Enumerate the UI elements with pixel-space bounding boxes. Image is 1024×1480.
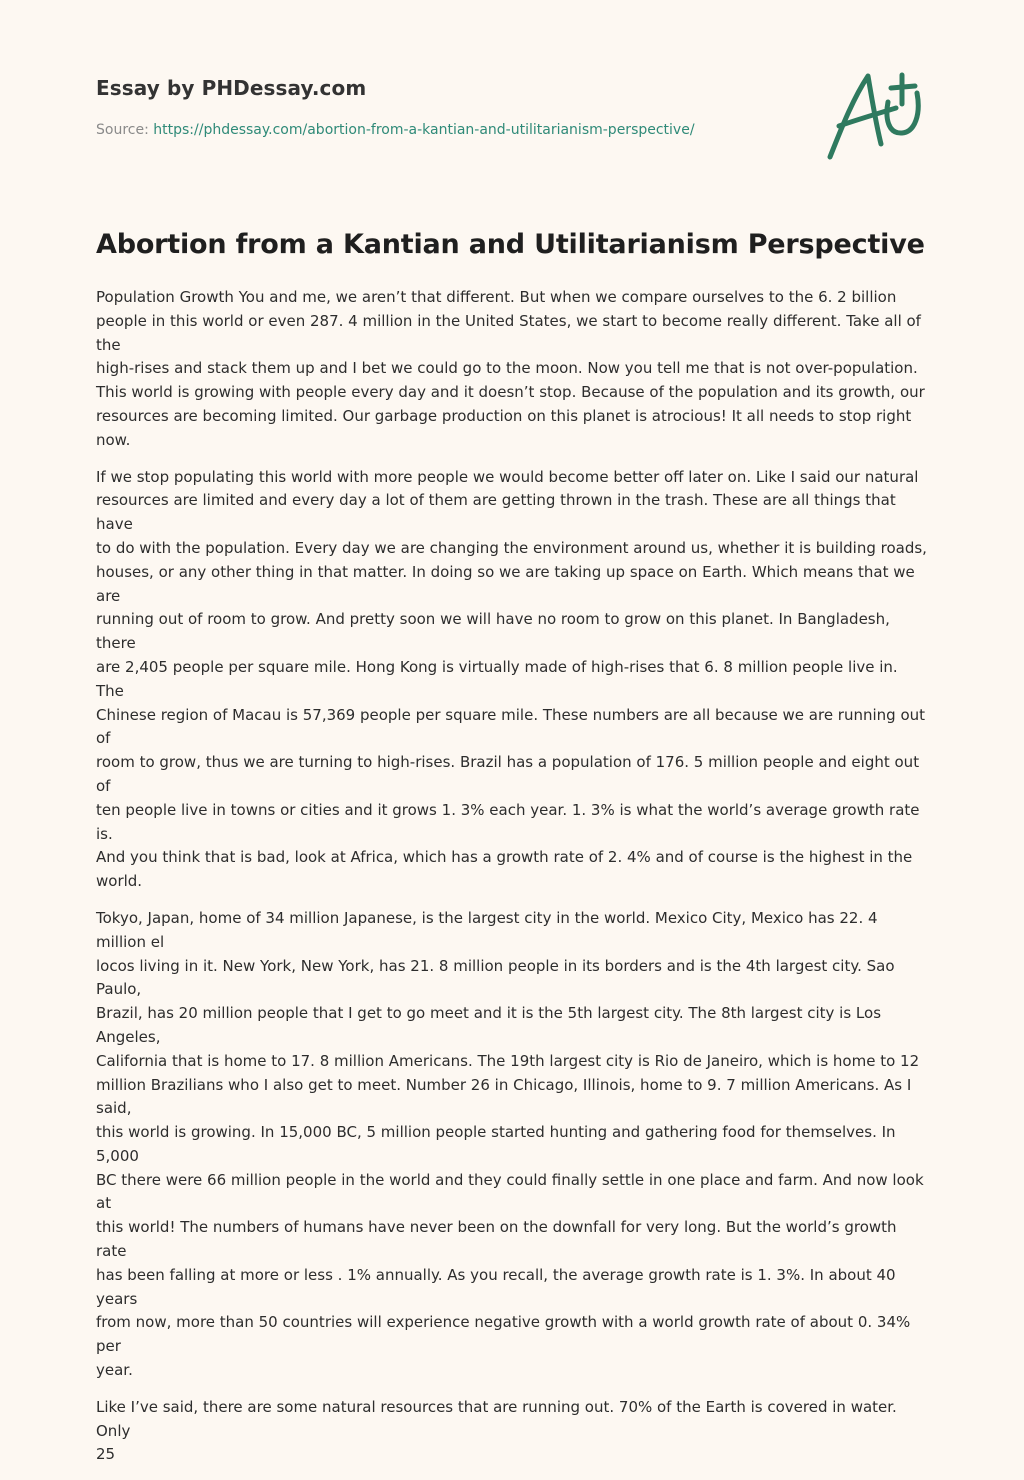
essay-paragraph: If we stop populating this world with more people we would become better off later on. Like I said our natural resources are limited and every day a lot of them are getting thrown in the trash. These are all things that have to do with the population. Every day we are changing the environment around us, whether it is building roads, houses, or any other thing in that matter. In doing so we are taking up space on Earth. Which means that we are running out of room to grow. And pretty soon we will have no room to grow on this planet. In Bangladesh, there are 2,405 people per square mile. Hong Kong is virtually made of high-rises that 6. 8 million people live in. The Chinese region of Macau is 57,369 people per square mile. These numbers are all because we are running out of room to grow, thus we are turning to high-rises. Brazil has a population of 176. 5 million people and eight out of ten people live in towns or cities and it grows 1. 3% each year. 1. 3% is what the world’s average growth rate is. And you think that is bad, look at Africa, which has a growth rate of 2. 4% and of course is the highest in the world.: [96, 467, 927, 891]
essay-paragraph: Population Growth You and me, we aren’t that different. But when we compare ourselves to the 6. 2 billion people in this world or even 287. 4 million in the United States, we start to become really different. Take all of the high-rises and stack them up and I bet we could go to the moon. Now you tell me that is not over-population. This world is growing with people every day and it doesn’t stop. Because of the population and its growth, our resources are becoming limited. Our garbage production on this planet is atrocious! It all needs to stop right now.: [96, 288, 925, 449]
a-plus-grade-icon: [818, 62, 938, 168]
source-line: [96, 122, 796, 138]
essay-paragraph: Like I’ve said, there are some natural resources that are running out. 70% of the Earth is covered in water. Only 25: [96, 1397, 897, 1464]
source-link[interactable]: https://phdessay.com/abortion-from-a-kantian-and-utilitarianism-perspective/: [153, 122, 695, 138]
essay-paragraph: Tokyo, Japan, home of 34 million Japanese, is the largest city in the world. Mexico City, Mexico has 22. 4 million el locos living in it. New York, New York, has 21. 8 million people in its borders and is the 4th largest city. Sao Paulo, Brazil, has 20 million people that I get to go meet and it is the 5th largest city. The 8th largest city is Los Angeles, California that is home to 17. 8 million Americans. The 19th largest city is Rio de Janeiro, which is home to 12 million Brazilians who I also get to meet. Number 26 in Chicago, Illinois, home to 9. 7 million Americans. As I said, this world is growing. In 15,000 BC, 5 million people started hunting and gathering food for themselves. In 5,000 BC there were 66 million people in the world and they could finally settle in one place and farm. And now look at this world! The numbers of humans have never been on the downfall for very long. But the world’s growth rate has been falling at more or less . 1% annually. As you recall, the average growth rate is 1. 3%. In about 40 years from now, more than 50 countries will experience negative growth with a world growth rate of about 0. 34% per year.: [96, 908, 924, 1380]
site-brand: Essay by PHDessay.com: [96, 76, 367, 100]
source-label: Source:: [96, 122, 154, 138]
essay-body: [96, 286, 928, 1480]
essay-title: Abortion from a Kantian and Utilitarianism Perspective: [96, 229, 925, 260]
essay-header: [96, 76, 796, 138]
